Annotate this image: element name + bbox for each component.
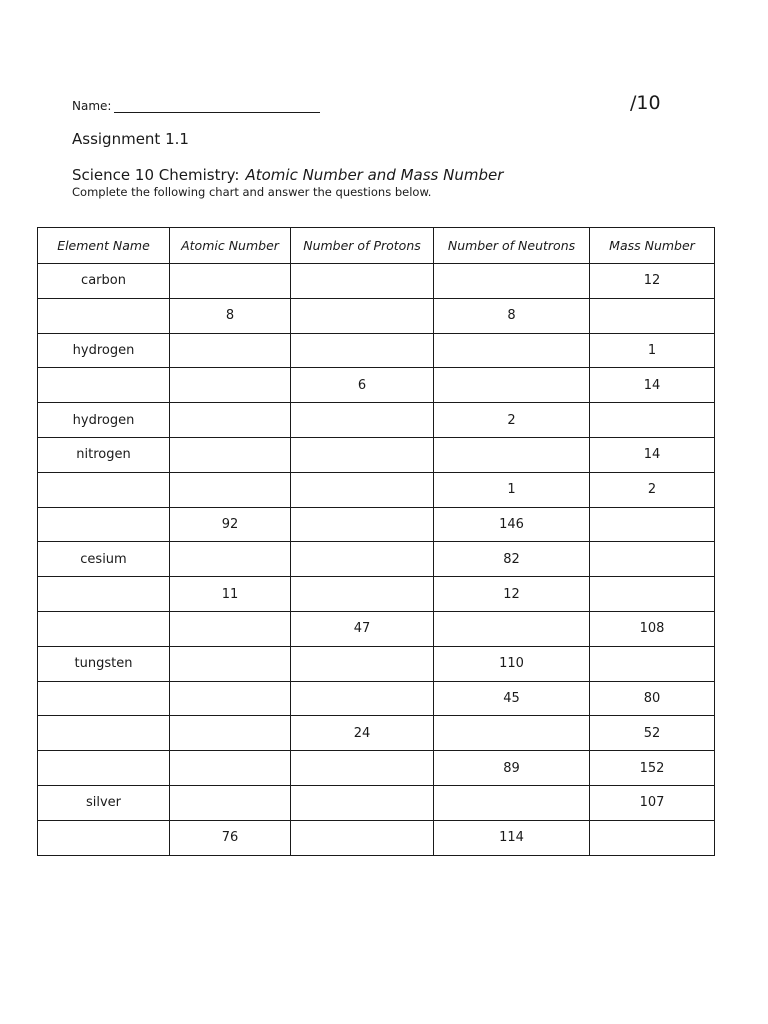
cell-element-name: silver xyxy=(38,785,170,820)
cell-protons[interactable] xyxy=(291,542,434,577)
table-row xyxy=(38,507,715,542)
cell-atomic-number[interactable] xyxy=(170,403,291,438)
cell-protons[interactable] xyxy=(291,681,434,716)
cell-mass-number[interactable] xyxy=(590,577,715,612)
cell-atomic-number[interactable] xyxy=(170,472,291,507)
cell-atomic-number[interactable] xyxy=(170,681,291,716)
topic-title: Atomic Number and Mass Number xyxy=(245,166,504,184)
cell-neutrons[interactable] xyxy=(434,437,590,472)
table-row xyxy=(38,542,715,577)
cell-protons: 24 xyxy=(291,716,434,751)
table-row xyxy=(38,751,715,786)
cell-mass-number[interactable] xyxy=(590,820,715,855)
cell-mass-number[interactable] xyxy=(590,403,715,438)
cell-neutrons: 146 xyxy=(434,507,590,542)
cell-neutrons: 1 xyxy=(434,472,590,507)
cell-element-name[interactable] xyxy=(38,716,170,751)
table-row xyxy=(38,403,715,438)
column-header-atomic-number: Atomic Number xyxy=(170,228,291,264)
cell-protons[interactable] xyxy=(291,403,434,438)
cell-mass-number[interactable] xyxy=(590,507,715,542)
cell-neutrons: 82 xyxy=(434,542,590,577)
cell-element-name[interactable] xyxy=(38,368,170,403)
header-row xyxy=(38,228,715,264)
worksheet-heading xyxy=(72,166,503,184)
table-row xyxy=(38,472,715,507)
cell-neutrons: 114 xyxy=(434,820,590,855)
column-header-element-name: Element Name xyxy=(38,228,170,264)
cell-neutrons[interactable] xyxy=(434,368,590,403)
table-row xyxy=(38,333,715,368)
cell-mass-number[interactable] xyxy=(590,298,715,333)
cell-mass-number: 14 xyxy=(590,368,715,403)
cell-neutrons[interactable] xyxy=(434,716,590,751)
cell-neutrons: 110 xyxy=(434,646,590,681)
assignment-title: Assignment 1.1 xyxy=(72,130,189,148)
table-row xyxy=(38,368,715,403)
column-header-mass-number: Mass Number xyxy=(590,228,715,264)
cell-element-name: tungsten xyxy=(38,646,170,681)
cell-element-name[interactable] xyxy=(38,611,170,646)
course-title: Science 10 Chemistry: xyxy=(72,166,240,184)
cell-atomic-number[interactable] xyxy=(170,333,291,368)
score-total: /10 xyxy=(630,92,661,114)
cell-protons[interactable] xyxy=(291,472,434,507)
cell-neutrons[interactable] xyxy=(434,611,590,646)
chart-body xyxy=(38,264,715,856)
cell-atomic-number[interactable] xyxy=(170,646,291,681)
cell-neutrons: 2 xyxy=(434,403,590,438)
cell-protons[interactable] xyxy=(291,437,434,472)
table-row xyxy=(38,785,715,820)
cell-atomic-number[interactable] xyxy=(170,437,291,472)
cell-element-name[interactable] xyxy=(38,298,170,333)
cell-protons[interactable] xyxy=(291,646,434,681)
table-row xyxy=(38,437,715,472)
cell-neutrons[interactable] xyxy=(434,785,590,820)
cell-mass-number: 12 xyxy=(590,264,715,299)
cell-neutrons: 45 xyxy=(434,681,590,716)
cell-element-name: carbon xyxy=(38,264,170,299)
cell-element-name[interactable] xyxy=(38,507,170,542)
cell-mass-number[interactable] xyxy=(590,542,715,577)
cell-mass-number: 152 xyxy=(590,751,715,786)
name-blank-line[interactable] xyxy=(114,98,320,113)
cell-protons[interactable] xyxy=(291,820,434,855)
cell-neutrons: 12 xyxy=(434,577,590,612)
cell-protons[interactable] xyxy=(291,298,434,333)
table-row xyxy=(38,264,715,299)
cell-mass-number: 107 xyxy=(590,785,715,820)
cell-protons[interactable] xyxy=(291,507,434,542)
table-row xyxy=(38,611,715,646)
table-row xyxy=(38,820,715,855)
cell-element-name[interactable] xyxy=(38,681,170,716)
cell-atomic-number[interactable] xyxy=(170,716,291,751)
cell-mass-number: 80 xyxy=(590,681,715,716)
cell-protons[interactable] xyxy=(291,333,434,368)
element-chart xyxy=(37,227,715,856)
cell-element-name[interactable] xyxy=(38,751,170,786)
cell-protons: 47 xyxy=(291,611,434,646)
table-row xyxy=(38,298,715,333)
cell-element-name[interactable] xyxy=(38,472,170,507)
cell-element-name: cesium xyxy=(38,542,170,577)
cell-protons[interactable] xyxy=(291,264,434,299)
name-label: Name: xyxy=(72,99,112,113)
cell-atomic-number[interactable] xyxy=(170,751,291,786)
cell-neutrons: 8 xyxy=(434,298,590,333)
cell-protons: 6 xyxy=(291,368,434,403)
table-row xyxy=(38,646,715,681)
column-header-neutrons: Number of Neutrons xyxy=(434,228,590,264)
cell-element-name: nitrogen xyxy=(38,437,170,472)
cell-neutrons[interactable] xyxy=(434,333,590,368)
cell-neutrons[interactable] xyxy=(434,264,590,299)
cell-mass-number: 1 xyxy=(590,333,715,368)
cell-mass-number: 2 xyxy=(590,472,715,507)
column-header-protons: Number of Protons xyxy=(291,228,434,264)
cell-atomic-number: 76 xyxy=(170,820,291,855)
table-row xyxy=(38,577,715,612)
cell-mass-number[interactable] xyxy=(590,646,715,681)
cell-atomic-number[interactable] xyxy=(170,368,291,403)
cell-protons[interactable] xyxy=(291,785,434,820)
cell-atomic-number[interactable] xyxy=(170,611,291,646)
table-row xyxy=(38,716,715,751)
cell-element-name: hydrogen xyxy=(38,333,170,368)
cell-neutrons: 89 xyxy=(434,751,590,786)
cell-mass-number: 52 xyxy=(590,716,715,751)
cell-atomic-number: 8 xyxy=(170,298,291,333)
cell-element-name: hydrogen xyxy=(38,403,170,438)
cell-element-name[interactable] xyxy=(38,577,170,612)
table-row xyxy=(38,681,715,716)
instructions: Complete the following chart and answer the questions below. xyxy=(72,185,432,199)
name-field xyxy=(72,98,320,113)
cell-mass-number: 14 xyxy=(590,437,715,472)
cell-element-name[interactable] xyxy=(38,820,170,855)
cell-atomic-number: 11 xyxy=(170,577,291,612)
cell-atomic-number[interactable] xyxy=(170,785,291,820)
cell-atomic-number: 92 xyxy=(170,507,291,542)
cell-protons[interactable] xyxy=(291,577,434,612)
cell-atomic-number[interactable] xyxy=(170,264,291,299)
cell-mass-number: 108 xyxy=(590,611,715,646)
cell-protons[interactable] xyxy=(291,751,434,786)
cell-atomic-number[interactable] xyxy=(170,542,291,577)
